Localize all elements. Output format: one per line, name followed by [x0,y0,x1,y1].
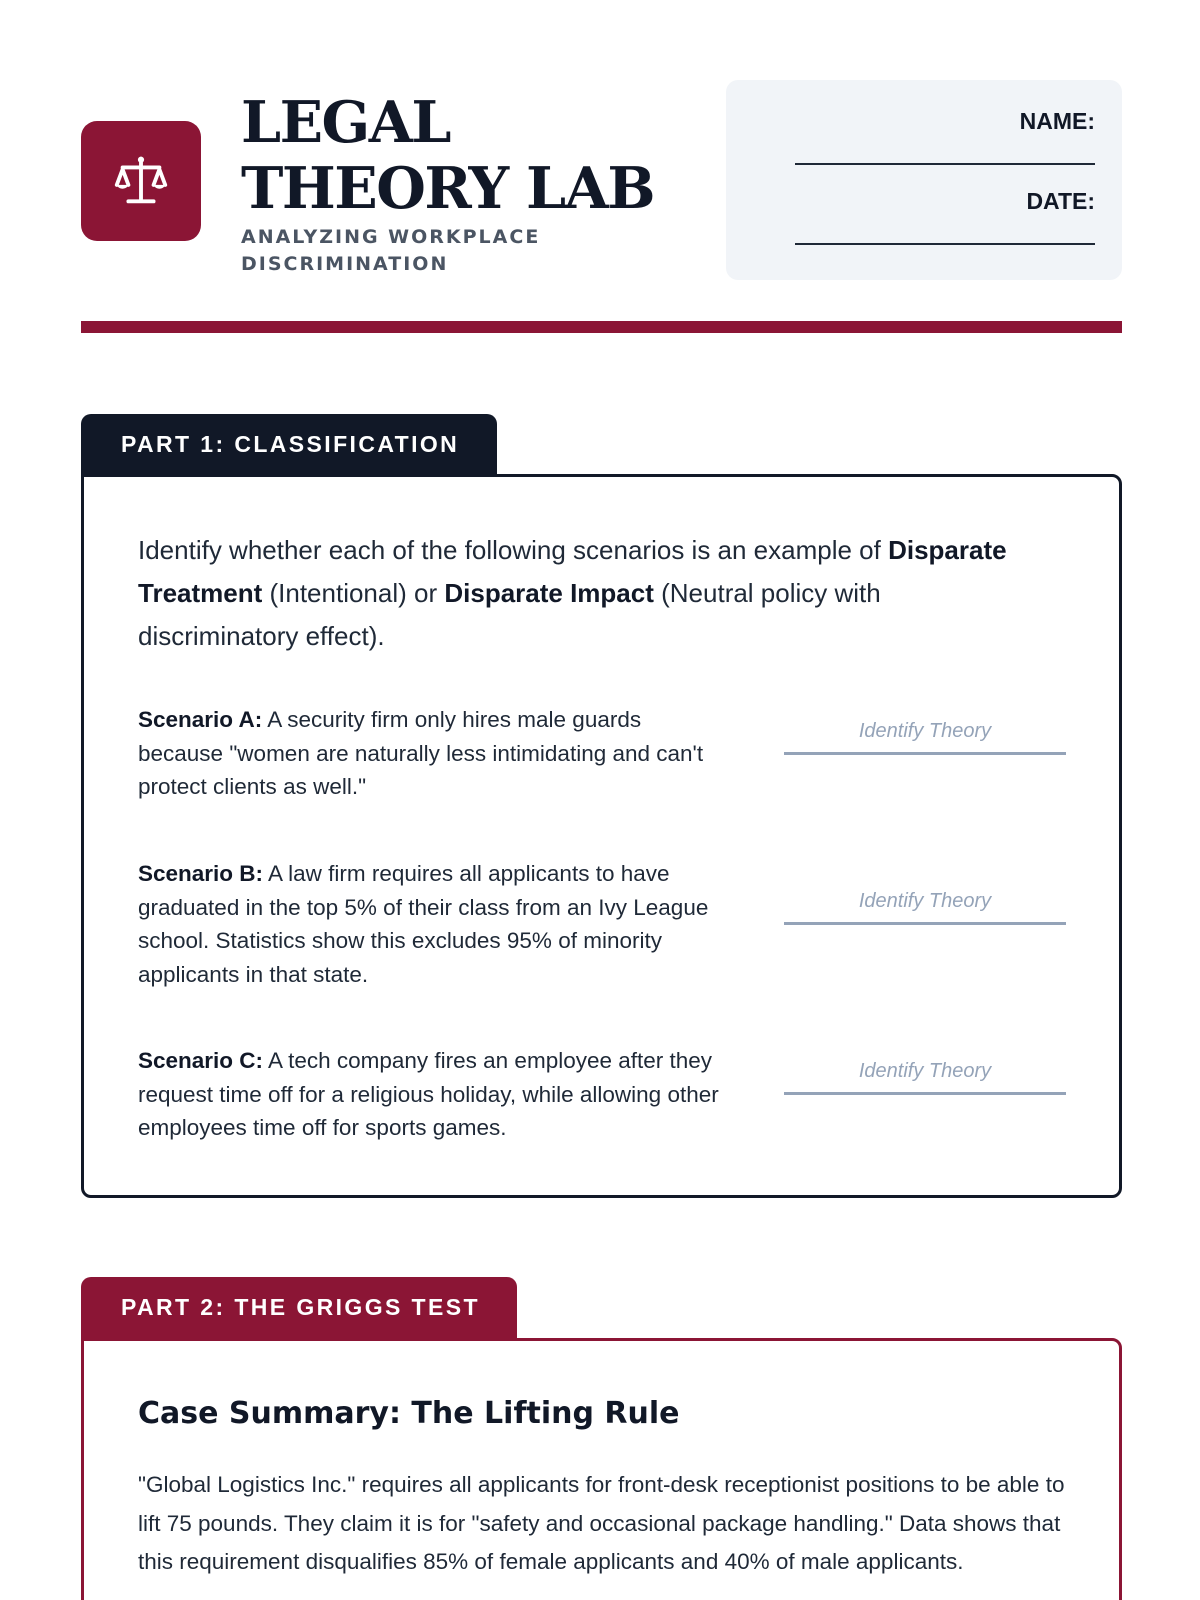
name-field[interactable] [795,163,1095,165]
scenario-label: Scenario C: [138,1048,264,1073]
part1-panel [81,474,1122,1198]
scenario-c-answer-field[interactable]: Identify Theory [784,1055,1066,1095]
part2-tab: PART 2: THE GRIGGS TEST [81,1277,517,1339]
scenario-text: A law firm requires all applicants to have graduated in the top 5% of their class from an Ivy League school. Statistics show this excludes 95% of minority applicants in that state. [138,861,709,987]
balance-scale-icon [110,150,172,212]
name-label: NAME: [1019,108,1095,134]
part1-tab: PART 1: CLASSIFICATION [81,414,497,476]
part2-panel [81,1338,1122,1600]
date-field[interactable] [795,243,1095,245]
scenario-label: Scenario A: [138,707,263,732]
term-disparate-impact: Disparate Impact [444,578,654,608]
scenario-label: Scenario B: [138,861,264,886]
scenario-a-answer-field[interactable]: Identify Theory [784,715,1066,755]
term-disparate-treatment: Disparate Treatment [138,535,1007,608]
scenario-b [138,857,728,991]
logo [81,121,201,241]
worksheet-title: LEGAL THEORY LAB [241,89,655,222]
scenario-text: A security firm only hires male guards because "women are naturally less intimidating and can't protect clients as well." [138,707,704,799]
date-label: DATE: [1026,188,1095,214]
worksheet-subtitle: ANALYZING WORKPLACE DISCRIMINATION [241,226,541,275]
intro-text: Identify whether each of the following scenarios is an example of [138,535,889,565]
part1-instructions [138,529,1038,658]
case-title: Case Summary: The Lifting Rule [138,1396,680,1431]
intro-text: (Intentional) or [262,578,445,608]
scenario-c [138,1044,728,1145]
intro-text: (Neutral policy with discriminatory effect). [138,578,881,651]
name-date-box [726,80,1122,280]
scenario-text: A tech company fires an employee after they request time off for a religious holiday, while allowing other employees time off for sports games. [138,1048,719,1140]
case-summary: "Global Logistics Inc." requires all applicants for front-desk receptionist positions to be able to lift 75 pounds. They claim it is for "safety and occasional package handling." Data shows that this requirement disqualifies 85% of female applicants and 40% of male applicants. [138,1472,1065,1574]
header-divider [81,321,1122,333]
title-block [241,90,711,278]
scenario-a [138,703,728,804]
scenario-b-answer-field[interactable]: Identify Theory [784,885,1066,925]
worksheet-header [81,80,1122,280]
